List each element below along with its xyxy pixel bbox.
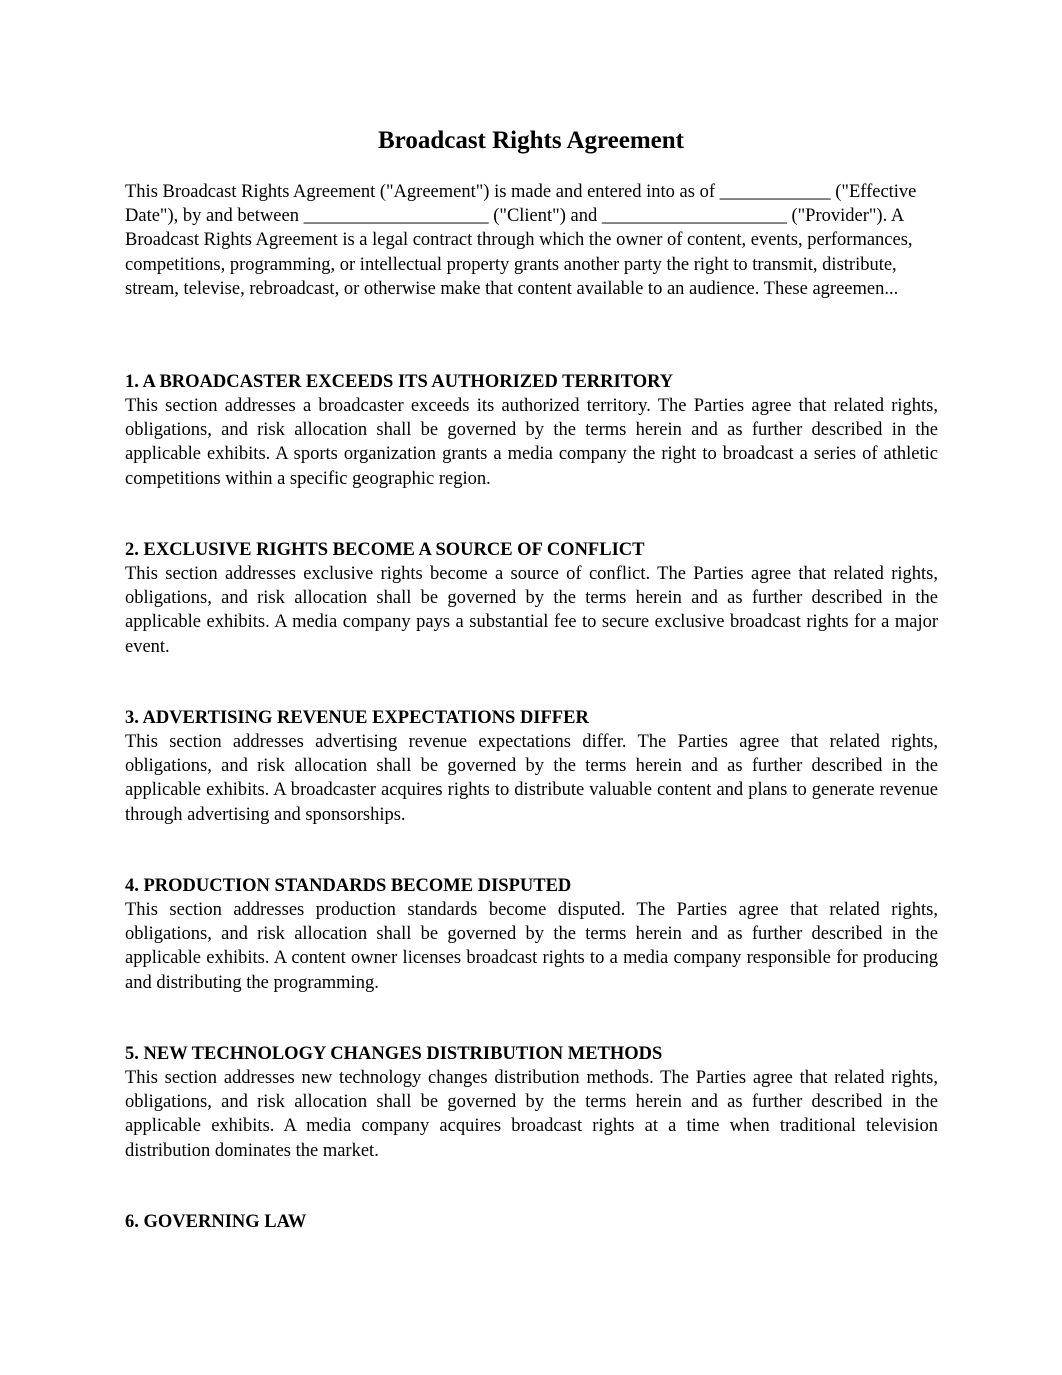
section-3 [125,706,938,827]
section-body: This section addresses production standards become disputed. The Parties agree that related rights, obligations, and risk allocation shall be governed by the terms herein and as further described in the applicable exhibits. A content owner licenses broadcast rights to a media company responsible for producing and distributing the programming. [125,900,938,993]
section-4 [125,874,938,995]
intro-paragraph: This Broadcast Rights Agreement ("Agreement") is made and entered into as of ____________ ("Effective Date"), by and between ____________________ ("Client") and ____________________ ("Provider"). A Broadcast Rights Agreement is a legal contract through which the owner of content, events, performances, competitions, programming, or intellectual property grants another party the right to transmit, distribute, stream, televise, rebroadcast, or otherwise make that content available to an audience. These agreemen... [125,182,917,299]
section-heading: 5. NEW TECHNOLOGY CHANGES DISTRIBUTION METHODS [125,1044,663,1064]
section-heading: 3. ADVERTISING REVENUE EXPECTATIONS DIFFER [125,708,589,728]
section-body: This section addresses exclusive rights become a source of conflict. The Parties agree that related rights, obligations, and risk allocation shall be governed by the terms herein and as further described in the applicable exhibits. A media company pays a substantial fee to secure exclusive broadcast rights for a major event. [125,564,938,657]
section-heading: 2. EXCLUSIVE RIGHTS BECOME A SOURCE OF CONFLICT [125,540,645,560]
section-heading: 6. GOVERNING LAW [125,1212,307,1232]
section-body: This section addresses advertising revenue expectations differ. The Parties agree that related rights, obligations, and risk allocation shall be governed by the terms herein and as further described in the applicable exhibits. A broadcaster acquires rights to distribute valuable content and plans to generate revenue through advertising and sponsorships. [125,732,938,825]
document-title: Broadcast Rights Agreement [378,127,684,154]
section-body: This section addresses new technology changes distribution methods. The Parties agree that related rights, obligations, and risk allocation shall be governed by the terms herein and as further described in the applicable exhibits. A media company acquires broadcast rights at a time when traditional television distribution dominates the market. [125,1068,938,1161]
section-2 [125,538,938,659]
section-1 [125,370,938,491]
section-6 [125,1210,938,1234]
section-body: This section addresses a broadcaster exceeds its authorized territory. The Parties agree that related rights, obligations, and risk allocation shall be governed by the terms herein and as further described in the applicable exhibits. A sports organization grants a media company the right to broadcast a series of athletic competitions within a specific geographic region. [125,396,938,489]
section-5 [125,1042,938,1163]
section-heading: 1. A BROADCASTER EXCEEDS ITS AUTHORIZED TERRITORY [125,372,674,392]
section-heading: 4. PRODUCTION STANDARDS BECOME DISPUTED [125,876,572,896]
